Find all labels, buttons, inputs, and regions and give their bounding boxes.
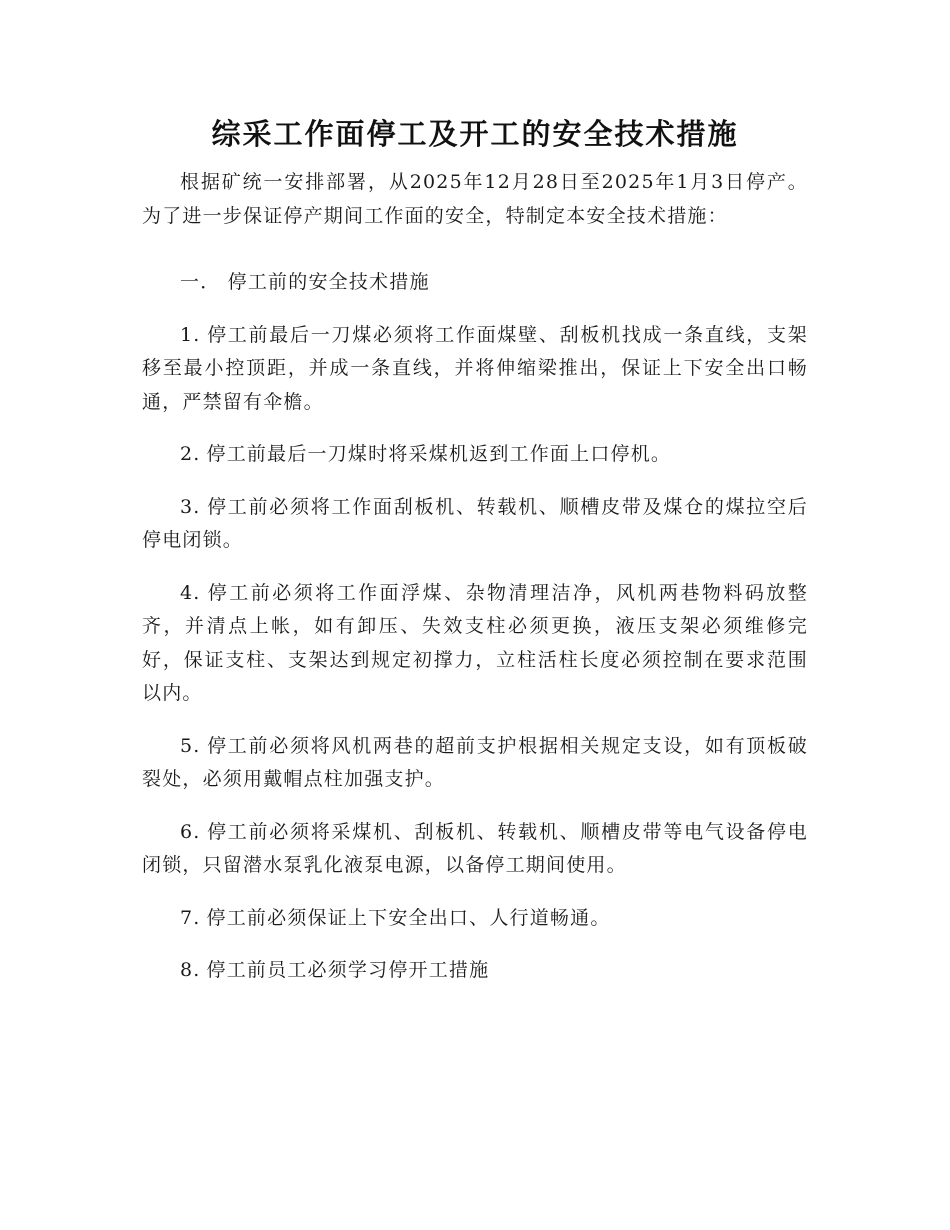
list-item bbox=[142, 816, 808, 883]
document-body bbox=[142, 166, 808, 1007]
document-title: 综采工作面停工及开工的安全技术措施 bbox=[211, 117, 739, 151]
list-item bbox=[142, 902, 808, 936]
item-text: 停工前必须将工作面刮板机、转载机、顺槽皮带及煤仓的煤拉空后停电闭锁。 bbox=[142, 495, 808, 551]
item-text: 停工前最后一刀煤必须将工作面煤壁、刮板机找成一条直线，支架移至最小控顶距，并成一条直线，并将伸缩梁推出，保证上下安全出口畅通，严禁留有伞檐。 bbox=[142, 323, 808, 413]
item-text: 停工前员工必须学习停开工措施 bbox=[206, 959, 490, 981]
item-text: 停工前必须将采煤机、刮板机、转载机、顺槽皮带等电气设备停电闭锁，只留潜水泵乳化液泵电源，以备停工期间使用。 bbox=[142, 820, 808, 876]
item-number: 5. bbox=[180, 734, 201, 757]
item-number: 8. bbox=[180, 959, 201, 981]
list-item bbox=[142, 491, 808, 558]
item-number: 1. bbox=[180, 323, 201, 346]
list-item bbox=[142, 730, 808, 797]
section-heading: 一． 停工前的安全技术措施 bbox=[180, 271, 430, 293]
item-text: 停工前最后一刀煤时将采煤机返到工作面上口停机。 bbox=[206, 443, 672, 465]
item-number: 7. bbox=[180, 906, 201, 929]
item-number: 4. bbox=[180, 581, 201, 604]
item-number: 2. bbox=[180, 443, 201, 465]
item-number: 3. bbox=[180, 495, 201, 518]
item-number: 6. bbox=[180, 820, 201, 843]
item-text: 停工前必须保证上下安全出口、人行道畅通。 bbox=[206, 906, 611, 929]
list-item bbox=[142, 577, 808, 711]
list-item bbox=[142, 438, 808, 472]
item-text: 停工前必须将风机两巷的超前支护根据相关规定支设，如有顶板破裂处，必须用戴帽点柱加强支护。 bbox=[142, 734, 808, 790]
list-item bbox=[142, 954, 808, 988]
list-item bbox=[142, 319, 808, 420]
intro-paragraph: 根据矿统一安排部署，从2025年12月28日至2025年1月3日停产。为了进一步保证停产期间工作面的安全，特制定本安全技术措施： bbox=[142, 171, 808, 227]
item-text: 停工前必须将工作面浮煤、杂物清理洁净，风机两巷物料码放整齐，并清点上帐，如有卸压、失效支柱必须更换，液压支架必须维修完好，保证支柱、支架达到规定初撑力，立柱活柱长度必须控制在要求范围以内。 bbox=[142, 581, 808, 704]
